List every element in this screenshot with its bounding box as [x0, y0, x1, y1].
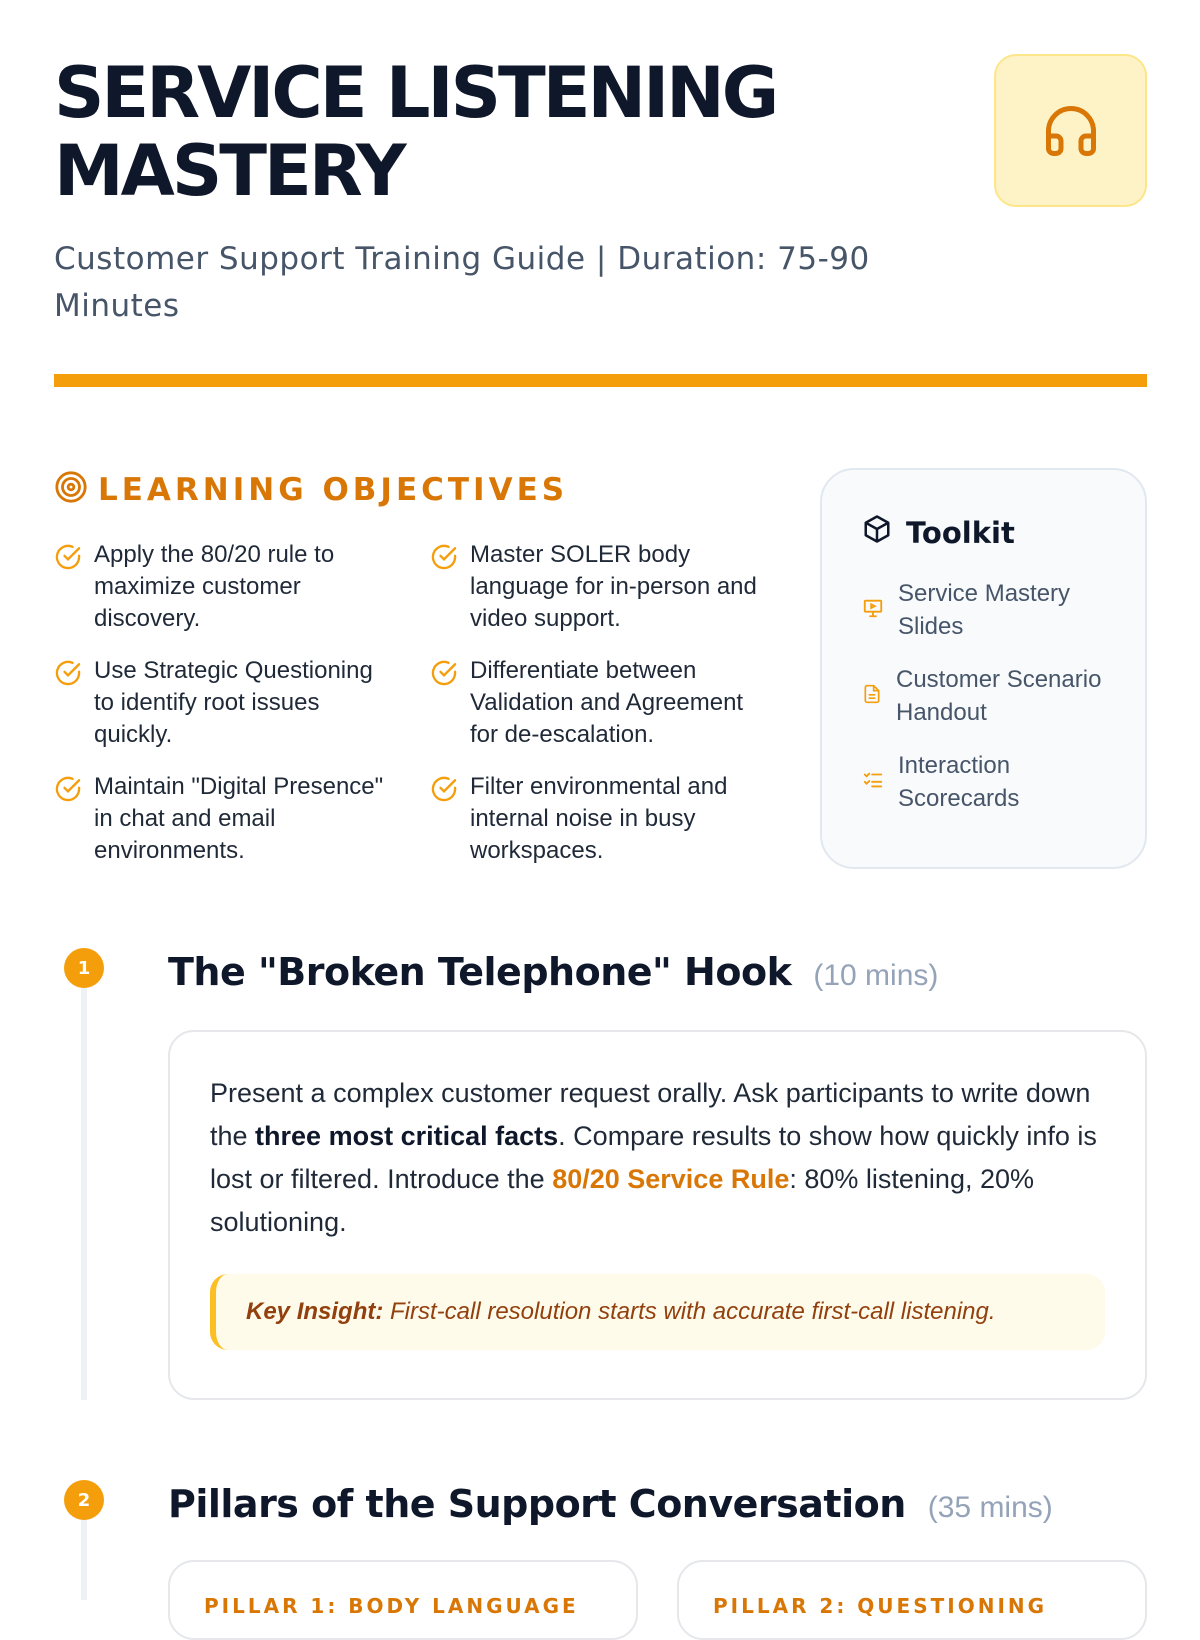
page-subtitle: Customer Support Training Guide | Duration: 75-90 Minutes	[54, 241, 870, 324]
key-insight-callout	[210, 1274, 1105, 1350]
step-heading	[168, 950, 938, 994]
page-title: SERVICE LISTENING MASTERY	[54, 52, 777, 212]
objective-item	[430, 771, 770, 867]
objective-text: Maintain "Digital Presence" in chat and email environments.	[94, 773, 384, 864]
presentation-icon	[862, 597, 884, 624]
check-circle-icon	[54, 659, 82, 692]
pillar-card	[168, 1560, 638, 1640]
check-circle-icon	[430, 775, 458, 808]
step-number-badge: 1	[64, 948, 104, 988]
objective-text: Use Strategic Questioning to identify root issues quickly.	[94, 657, 373, 748]
step-card	[168, 1030, 1147, 1400]
document-icon	[862, 683, 882, 710]
toolkit-card	[820, 468, 1147, 869]
toolkit-item[interactable]	[862, 577, 1105, 643]
checklist-icon	[862, 769, 884, 796]
toolkit-item[interactable]	[862, 663, 1105, 729]
step-heading	[168, 1482, 1053, 1526]
insight-label: Key Insight:	[246, 1298, 384, 1325]
check-circle-icon	[54, 543, 82, 576]
toolkit-item-label: Service Mastery Slides	[898, 580, 1071, 640]
toolkit-heading	[862, 514, 1105, 551]
header-divider	[54, 374, 1147, 387]
page-header	[54, 54, 1147, 394]
objectives-heading	[54, 470, 774, 509]
insight-text: First-call resolution starts with accurate first-call listening.	[383, 1298, 996, 1325]
objective-item	[54, 539, 394, 635]
toolkit-item[interactable]	[862, 749, 1105, 815]
objective-item	[54, 655, 394, 751]
step-number-badge: 2	[64, 1480, 104, 1520]
pillar-card	[677, 1560, 1147, 1640]
objective-text: Differentiate between Validation and Agreement for de-escalation.	[470, 657, 744, 748]
check-circle-icon	[430, 543, 458, 576]
pillar-label: PILLAR 2: QUESTIONING	[713, 1594, 1048, 1618]
objective-text: Apply the 80/20 rule to maximize customer discovery.	[94, 541, 335, 632]
step-duration: (10 mins)	[813, 959, 939, 992]
package-icon	[862, 514, 892, 551]
check-circle-icon	[54, 775, 82, 808]
step-title: Pillars of the Support Conversation	[168, 1482, 906, 1526]
objective-item	[430, 655, 770, 751]
target-icon	[54, 470, 88, 509]
timeline-line	[81, 970, 87, 1400]
objective-text: Master SOLER body language for in-person and video support.	[470, 541, 757, 632]
objective-item	[54, 771, 394, 867]
check-circle-icon	[430, 659, 458, 692]
step-description: Present a complex customer request orally. Ask participants to write down the three most critical facts. Compare results to show how quickly info is lost or filtered. Introduce the 80/20 Service Rule: 80% listening, 20% solutioning.	[210, 1078, 1097, 1237]
objective-text: Filter environmental and internal noise in busy workspaces.	[470, 773, 728, 864]
objectives-heading-label: LEARNING OBJECTIVES	[98, 471, 569, 508]
objective-item	[430, 539, 770, 635]
step-title: The "Broken Telephone" Hook	[168, 950, 792, 994]
learning-objectives	[54, 470, 774, 867]
headphones-icon	[994, 54, 1147, 207]
toolkit-title: Toolkit	[906, 515, 1015, 550]
step-duration: (35 mins)	[927, 1491, 1053, 1524]
pillar-label: PILLAR 1: BODY LANGUAGE	[204, 1594, 579, 1618]
toolkit-item-label: Interaction Scorecards	[898, 752, 1020, 812]
toolkit-item-label: Customer Scenario Handout	[896, 666, 1102, 726]
